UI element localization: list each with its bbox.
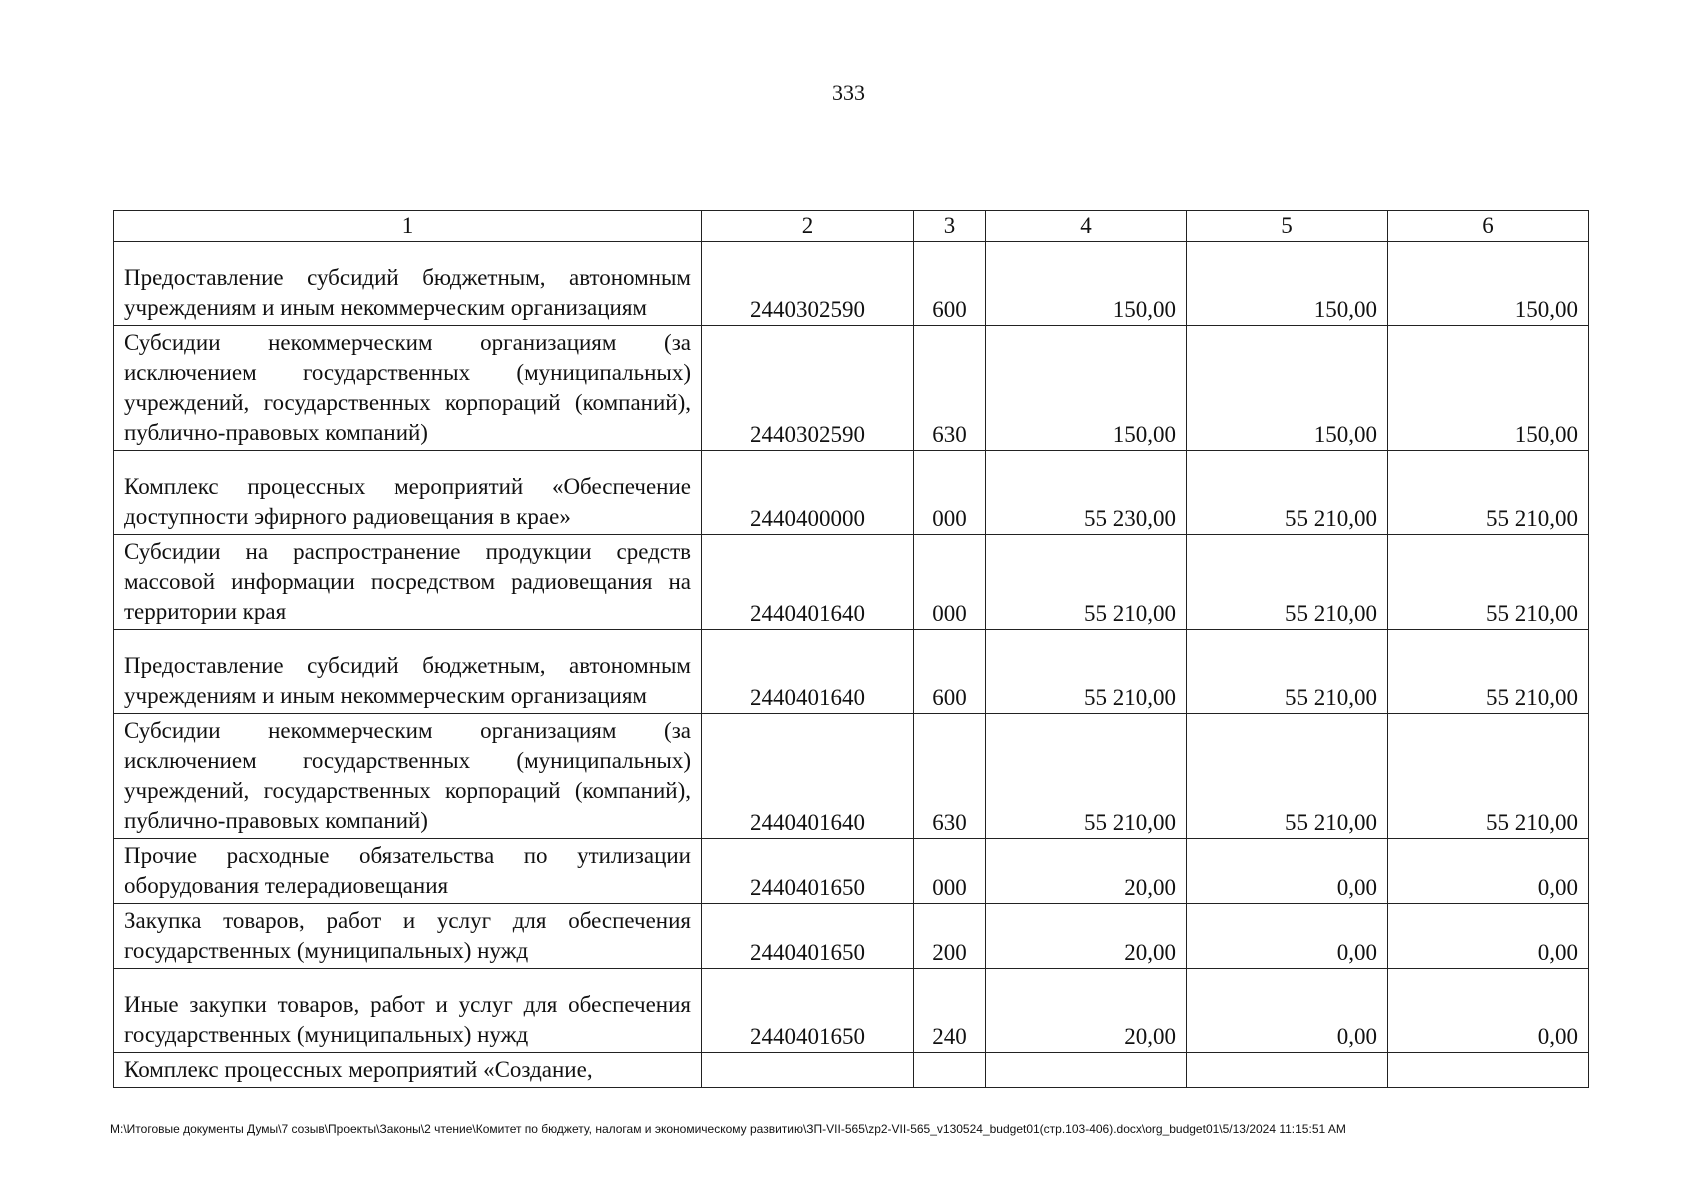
- table-row: [114, 904, 1589, 969]
- row-code-cell: 2440401640: [702, 535, 914, 630]
- row-type-cell: 240: [914, 969, 986, 1053]
- budget-table: [113, 210, 1589, 1088]
- row-name-cell: Закупка товаров, работ и услуг для обеспечения государственных (муниципальных) нужд: [114, 904, 702, 969]
- table-body: [114, 242, 1589, 1088]
- row-value-cell: 0,00: [1187, 839, 1388, 904]
- row-code-cell: 2440302590: [702, 326, 914, 451]
- row-name-cell: Субсидии некоммерческим организациям (за исключением государственных (муниципальных) учреждений, государственных корпораций (компаний), публично-правовых компаний): [114, 714, 702, 839]
- table-row: [114, 535, 1589, 630]
- row-code-cell: 2440401640: [702, 630, 914, 714]
- row-type-cell: 000: [914, 839, 986, 904]
- row-code-cell: 2440401650: [702, 904, 914, 969]
- header-cell: 6: [1388, 211, 1589, 242]
- header-cell: 1: [114, 211, 702, 242]
- table-row: [114, 1053, 1589, 1088]
- table-row: [114, 839, 1589, 904]
- row-name-cell: Предоставление субсидий бюджетным, автономным учреждениям и иным некоммерческим организациям: [114, 242, 702, 326]
- header-cell: 2: [702, 211, 914, 242]
- row-name-cell: Комплекс процессных мероприятий «Создание,: [114, 1053, 702, 1088]
- row-value-cell: 150,00: [986, 242, 1187, 326]
- row-value-cell: 150,00: [1187, 242, 1388, 326]
- row-value-cell: [986, 1053, 1187, 1088]
- row-type-cell: 000: [914, 535, 986, 630]
- row-code-cell: 2440401650: [702, 969, 914, 1053]
- row-type-cell: 600: [914, 630, 986, 714]
- row-value-cell: 55 210,00: [986, 535, 1187, 630]
- row-value-cell: 150,00: [1187, 326, 1388, 451]
- row-name-cell: Предоставление субсидий бюджетным, автономным учреждениям и иным некоммерческим организациям: [114, 630, 702, 714]
- row-type-cell: 200: [914, 904, 986, 969]
- row-value-cell: 0,00: [1388, 904, 1589, 969]
- row-value-cell: 150,00: [1388, 242, 1589, 326]
- row-value-cell: 55 210,00: [1187, 714, 1388, 839]
- row-name-cell: Субсидии некоммерческим организациям (за исключением государственных (муниципальных) учреждений, государственных корпораций (компаний), публично-правовых компаний): [114, 326, 702, 451]
- row-code-cell: [702, 1053, 914, 1088]
- row-name-cell: Комплекс процессных мероприятий «Обеспечение доступности эфирного радиовещания в крае»: [114, 451, 702, 535]
- row-value-cell: 55 210,00: [1388, 630, 1589, 714]
- row-value-cell: 55 210,00: [1388, 535, 1589, 630]
- row-type-cell: 600: [914, 242, 986, 326]
- row-name-cell: Субсидии на распространение продукции средств массовой информации посредством радиовещания на территории края: [114, 535, 702, 630]
- page-number: 333: [832, 80, 865, 105]
- row-code-cell: 2440401650: [702, 839, 914, 904]
- row-type-cell: 630: [914, 326, 986, 451]
- header-cell: 3: [914, 211, 986, 242]
- table-row: [114, 630, 1589, 714]
- table-row: [114, 714, 1589, 839]
- row-value-cell: 55 210,00: [1187, 535, 1388, 630]
- row-value-cell: 20,00: [986, 839, 1187, 904]
- row-value-cell: 55 210,00: [986, 630, 1187, 714]
- table-row: [114, 451, 1589, 535]
- row-value-cell: 0,00: [1187, 969, 1388, 1053]
- row-value-cell: 20,00: [986, 969, 1187, 1053]
- row-value-cell: 55 210,00: [1187, 630, 1388, 714]
- footer-file-path: M:\Итоговые документы Думы\7 созыв\Проекты\Законы\2 чтение\Комитет по бюджету, налогам и экономическому развитию\ЗП-VII-565\zp2-VII-565_v130524_budget01(стр.103-406).docx\org_budget01\5/13/2024 11:15:51 AM: [110, 1122, 1346, 1136]
- row-value-cell: [1187, 1053, 1388, 1088]
- row-value-cell: 55 230,00: [986, 451, 1187, 535]
- row-value-cell: 0,00: [1388, 969, 1589, 1053]
- row-value-cell: 55 210,00: [1388, 714, 1589, 839]
- row-name-cell: Прочие расходные обязательства по утилизации оборудования телерадиовещания: [114, 839, 702, 904]
- header-row: [114, 211, 1589, 242]
- row-value-cell: 55 210,00: [1187, 451, 1388, 535]
- row-value-cell: 55 210,00: [986, 714, 1187, 839]
- row-value-cell: [1388, 1053, 1589, 1088]
- row-code-cell: 2440302590: [702, 242, 914, 326]
- row-code-cell: 2440401640: [702, 714, 914, 839]
- row-value-cell: 150,00: [986, 326, 1187, 451]
- table-row: [114, 242, 1589, 326]
- row-value-cell: 0,00: [1388, 839, 1589, 904]
- table-row: [114, 326, 1589, 451]
- header-cell: 5: [1187, 211, 1388, 242]
- row-name-cell: Иные закупки товаров, работ и услуг для обеспечения государственных (муниципальных) нужд: [114, 969, 702, 1053]
- table-row: [114, 969, 1589, 1053]
- row-value-cell: 20,00: [986, 904, 1187, 969]
- row-code-cell: 2440400000: [702, 451, 914, 535]
- row-type-cell: 630: [914, 714, 986, 839]
- row-value-cell: 150,00: [1388, 326, 1589, 451]
- row-value-cell: 0,00: [1187, 904, 1388, 969]
- header-cell: 4: [986, 211, 1187, 242]
- row-value-cell: 55 210,00: [1388, 451, 1589, 535]
- row-type-cell: [914, 1053, 986, 1088]
- row-type-cell: 000: [914, 451, 986, 535]
